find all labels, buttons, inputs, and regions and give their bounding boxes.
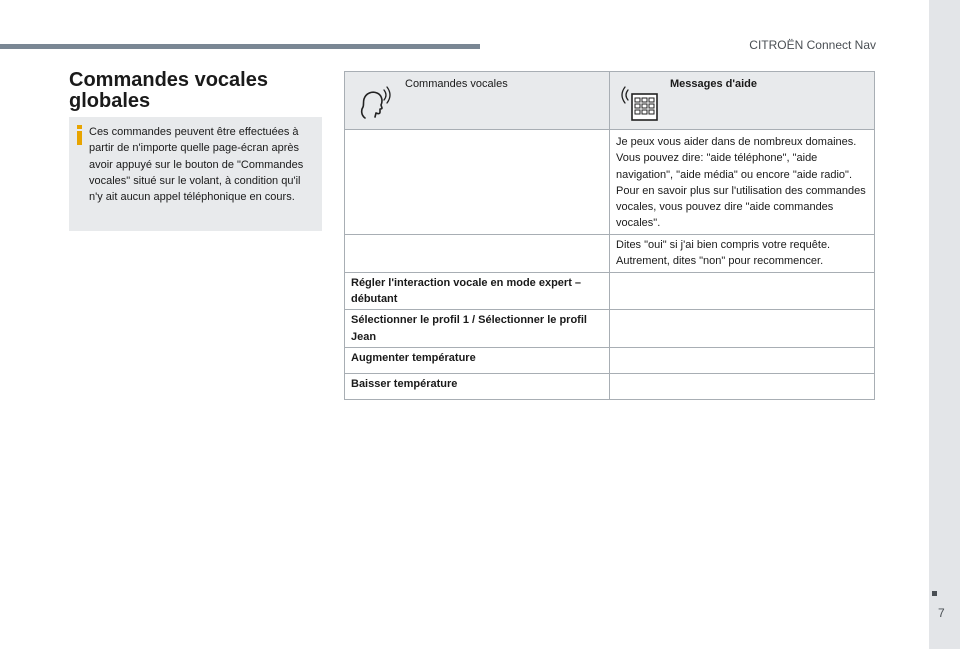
- info-box: [69, 117, 322, 231]
- voice-command-icon: [355, 84, 395, 124]
- command-cell: [345, 234, 610, 272]
- table-row: [345, 272, 875, 310]
- table-row: [345, 310, 875, 348]
- section-title: Commandes vocales globales: [69, 69, 268, 112]
- header-rule: [0, 44, 480, 49]
- page-marker: [932, 591, 937, 596]
- voice-commands-table: [344, 71, 875, 400]
- help-cell: [610, 272, 875, 310]
- help-cell: Je peux vous aider dans de nombreux domaines. Vous pouvez dire: "aide téléphone", "aide navigation", "aide média" ou encore "aide radio". Pour en savoir plus sur l'utilisation des commandes vocales, vous pouvez dire "aide commandes vocales".: [610, 130, 875, 235]
- command-cell: [345, 130, 610, 235]
- command-cell: Régler l'interaction vocale en mode expert – débutant: [345, 272, 610, 310]
- table-row: [345, 373, 875, 399]
- table-row: [345, 130, 875, 235]
- table-row: [345, 347, 875, 373]
- page-margin-strip: [929, 0, 960, 649]
- table-row: [345, 234, 875, 272]
- table-header-row: [345, 72, 875, 130]
- command-cell: Baisser température: [345, 373, 610, 399]
- info-icon: [77, 125, 83, 145]
- header-cell-commands: [345, 72, 610, 130]
- help-message-icon: [620, 84, 660, 124]
- brand-label: CITROËN Connect Nav: [749, 38, 876, 52]
- header-commands-label: Commandes vocales: [405, 78, 508, 90]
- help-cell: [610, 347, 875, 373]
- info-text: Ces commandes peuvent être effectuées à partir de n'importe quelle page-écran après avoir appuyé sur le bouton de "Commandes vocales" situé sur le volant, à condition qu'il n'y ait aucun appel téléphonique en cours.: [89, 126, 304, 204]
- help-cell: [610, 373, 875, 399]
- page-number: 7: [938, 606, 945, 620]
- command-cell: Augmenter température: [345, 347, 610, 373]
- help-cell: [610, 310, 875, 348]
- command-cell: Sélectionner le profil 1 / Sélectionner le profil Jean: [345, 310, 610, 348]
- header-help-label: Messages d'aide: [670, 78, 757, 90]
- help-cell: Dites "oui" si j'ai bien compris votre requête. Autrement, dites "non" pour recommencer.: [610, 234, 875, 272]
- header-cell-help: [610, 72, 875, 130]
